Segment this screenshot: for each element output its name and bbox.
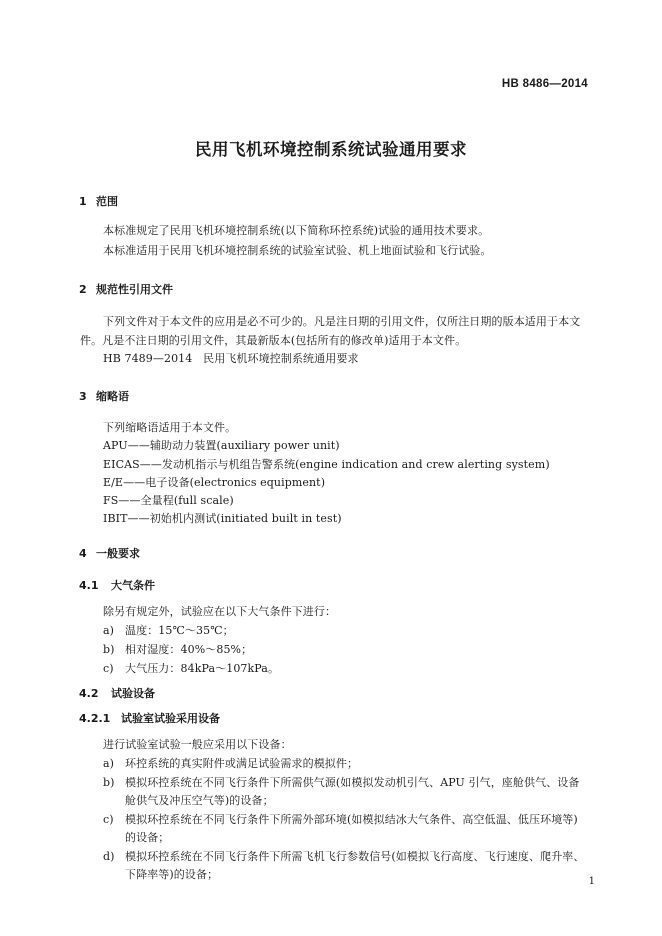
list-item: [103, 641, 252, 657]
abbreviation-entry: APU——辅助动力装置(auxiliary power unit): [103, 439, 340, 452]
standard-number: HB 8486—2014: [501, 78, 588, 90]
list-item: [103, 755, 358, 771]
list-label: b): [103, 776, 115, 789]
section-number: 2: [79, 283, 87, 296]
abbreviation-entry: E/E——电子设备(electronics equipment): [103, 476, 326, 489]
page-number: 1: [588, 876, 595, 887]
list-text: 相对湿度：40%～85%；: [125, 643, 253, 656]
list-text-continued: 下降率等)的设备；: [125, 868, 219, 881]
section-title: 规范性引用文件: [96, 283, 173, 296]
section-title: 试验设备: [111, 687, 155, 700]
abbreviation-entry: EICAS——发动机指示与机组告警系统(engine indication and crew alerting system): [103, 458, 550, 471]
list-text: 大气压力：84kPa～107kPa。: [125, 662, 280, 675]
list-label: b): [103, 643, 115, 656]
section-title: 一般要求: [96, 547, 140, 560]
paragraph: 本标准规定了民用飞机环境控制系统(以下简称环控系统)试验的通用技术要求。: [103, 224, 490, 237]
document-title: 民用飞机环境控制系统试验通用要求: [195, 140, 467, 159]
list-item: [103, 622, 234, 638]
subsection-4-1-heading: [79, 577, 155, 593]
list-text: 模拟环控系统在不同飞行条件下所需供气源(如模拟发动机引气、APU 引气，座舱供气、设备: [125, 776, 580, 789]
list-item: [103, 774, 580, 790]
list-label: c): [103, 662, 114, 675]
section-number: 4.2: [79, 687, 99, 700]
list-text-continued: 舱供气及冲压空气等)的设备；: [125, 794, 274, 807]
list-item: [103, 660, 279, 676]
normative-reference: HB 7489—2014 民用飞机环境控制系统通用要求: [103, 352, 359, 365]
section-number: 4.2.1: [79, 712, 111, 725]
list-text: 模拟环控系统在不同飞行条件下所需飞机飞行参数信号(如模拟飞行高度、飞行速度、爬升率、: [125, 850, 585, 863]
list-text-continued: 的设备；: [125, 831, 170, 844]
section-title: 缩略语: [96, 390, 129, 403]
section-number: 4: [79, 547, 87, 560]
paragraph: 下列缩略语适用于本文件。: [103, 421, 237, 434]
paragraph-line: 件。凡是不注日期的引用文件，其最新版本(包括所有的修改单)适用于本文件。: [80, 334, 467, 347]
list-text: 模拟环控系统在不同飞行条件下所需外部环境(如模拟结冰大气条件、高空低温、低压环境等): [125, 813, 578, 826]
list-label: a): [103, 624, 115, 637]
paragraph-line: 下列文件对于本文件的应用是必不可少的。凡是注日期的引用文件，仅所注日期的版本适用于本文: [103, 315, 581, 328]
section-number: 4.1: [79, 579, 99, 592]
section-2-heading: [79, 281, 173, 297]
section-title: 试验室试验采用设备: [121, 712, 220, 725]
section-number: 1: [79, 195, 87, 208]
list-item: [103, 811, 578, 827]
paragraph: 本标准适用于民用飞机环境控制系统的试验室试验、机上地面试验和飞行试验。: [103, 244, 492, 257]
list-item: [103, 848, 585, 864]
section-4-heading: [79, 545, 140, 561]
paragraph: 除另有规定外，试验应在以下大气条件下进行：: [103, 605, 337, 618]
section-number: 3: [79, 390, 87, 403]
section-3-heading: [79, 388, 129, 404]
abbreviation-entry: FS——全量程(full scale): [103, 494, 234, 507]
list-label: c): [103, 813, 114, 826]
list-text: 环控系统的真实附件或满足试验需求的模拟件；: [125, 757, 359, 770]
subsection-4-2-heading: [79, 685, 155, 701]
list-label: d): [103, 850, 115, 863]
paragraph: 进行试验室试验一般应采用以下设备：: [103, 738, 292, 751]
section-title: 范围: [96, 195, 118, 208]
section-1-heading: [79, 193, 118, 209]
subsection-4-2-1-heading: [79, 710, 220, 726]
list-label: a): [103, 757, 115, 770]
section-title: 大气条件: [111, 579, 155, 592]
list-text: 温度：15℃～35℃；: [125, 624, 234, 637]
abbreviation-entry: IBIT——初始机内测试(initiated built in test): [103, 512, 342, 525]
